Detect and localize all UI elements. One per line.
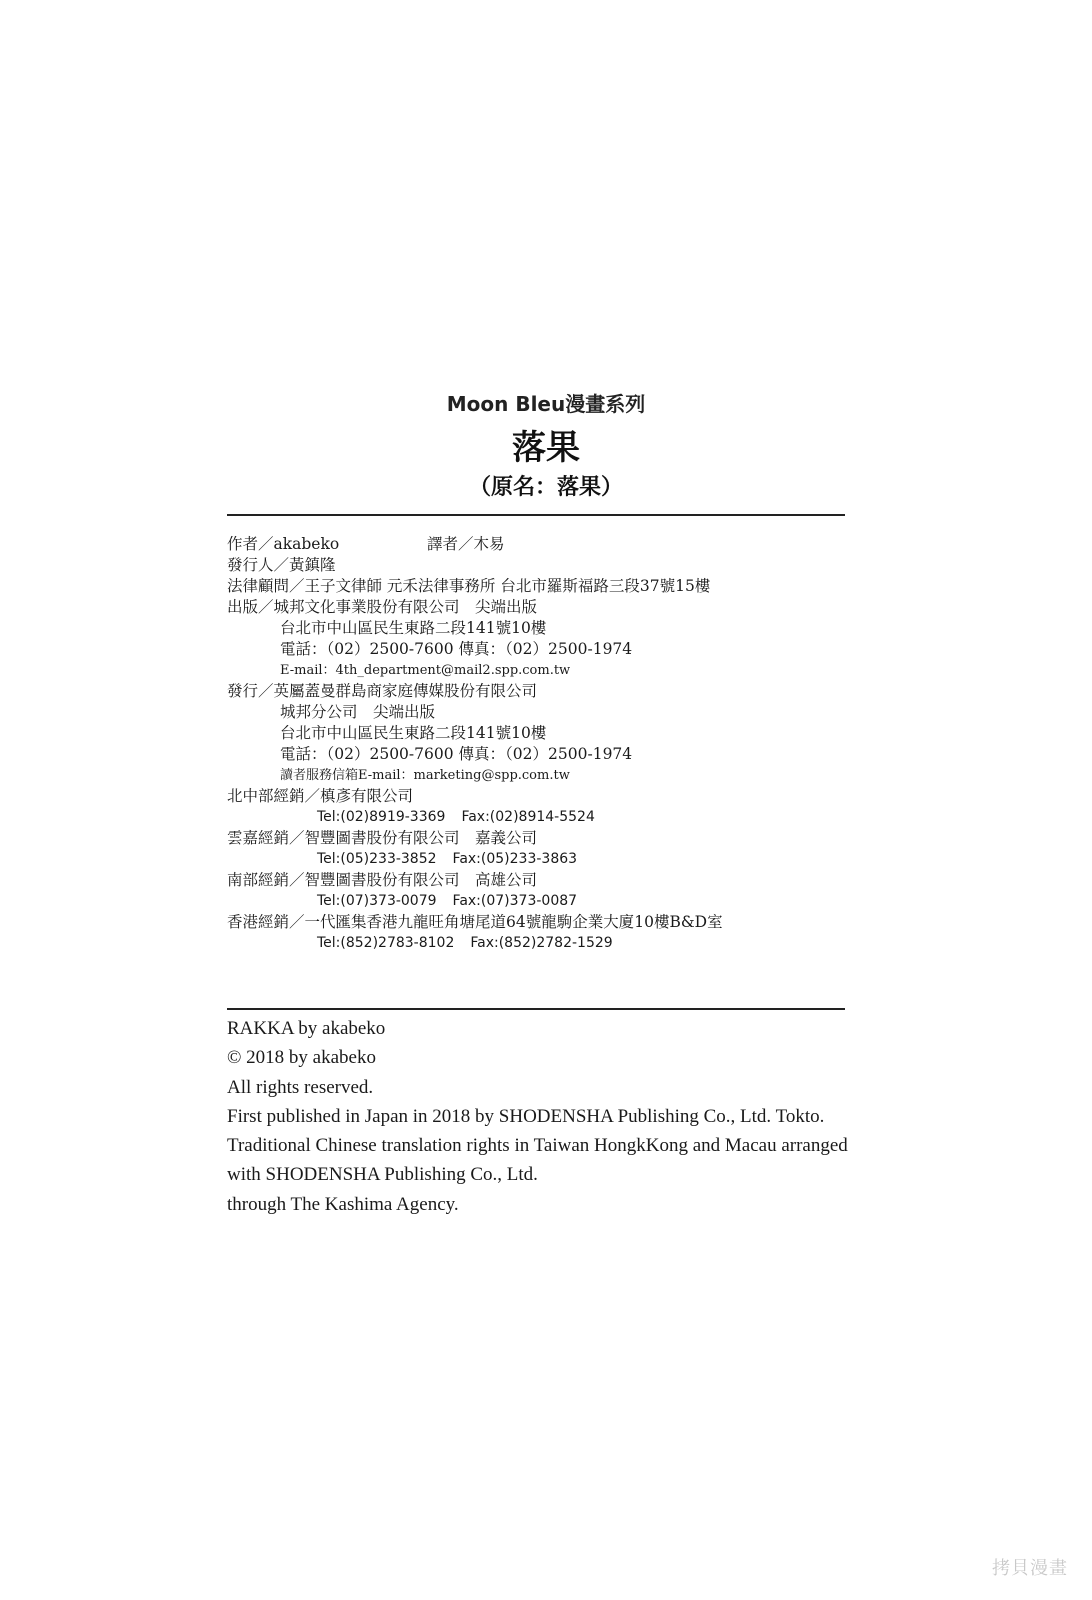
publisher-fax: 傳真：（02）2500-1974 xyxy=(458,640,633,658)
original-title: （原名：落果） xyxy=(468,475,623,500)
top-divider xyxy=(227,514,845,516)
rights-line-reserved: All rights reserved. xyxy=(227,1076,374,1098)
rights-line-with: with SHODENSHA Publishing Co., Ltd. xyxy=(227,1164,538,1186)
south-fax: Fax:(07)373-0087 xyxy=(452,893,578,909)
chiayi-distributor: 雲嘉經銷／智豐圖書股份有限公司 嘉義公司 xyxy=(227,829,538,847)
publisher-phone: 電話：（02）2500-7600 xyxy=(280,640,454,658)
chiayi-fax: Fax:(05)233-3863 xyxy=(452,851,578,867)
rights-line-first-published: First published in Japan in 2018 by SHODENSHA Publishing Co., Ltd. Tokto. xyxy=(227,1105,825,1127)
publisher-email: E-mail：4th_department@mail2.spp.com.tw xyxy=(280,663,571,678)
north-contact xyxy=(227,807,867,828)
author-line: 作者／akabeko xyxy=(227,535,340,553)
publisher-contact xyxy=(227,639,867,660)
distributor-branch: 城邦分公司 尖端出版 xyxy=(280,703,436,721)
legal-line: 法律顧問／王子文律師 元禾法律事務所 台北市羅斯福路三段37號15樓 xyxy=(227,577,711,595)
distributor-line: 發行／英屬蓋曼群島商家庭傳媒股份有限公司 xyxy=(227,682,538,700)
distributor-address: 台北市中山區民生東路二段141號10樓 xyxy=(280,724,547,742)
hk-contact xyxy=(227,933,867,954)
bottom-divider xyxy=(227,1008,845,1010)
north-tel: Tel:(02)8919-3369 xyxy=(317,809,446,825)
rights-block xyxy=(227,1014,887,1219)
rights-line-copyright: © 2018 by akabeko xyxy=(227,1047,376,1069)
watermark: 拷貝漫畫 xyxy=(992,1558,1068,1579)
south-tel: Tel:(07)373-0079 xyxy=(317,893,437,909)
south-contact xyxy=(227,891,867,912)
hk-tel: Tel:(852)2783-8102 xyxy=(317,935,455,951)
distributor-phone: 電話：（02）2500-7600 xyxy=(280,745,454,763)
south-distributor: 南部經銷／智豐圖書股份有限公司 高雄公司 xyxy=(227,871,538,889)
publisher-person-line: 發行人／黃鎮隆 xyxy=(227,556,336,574)
north-fax: Fax:(02)8914-5524 xyxy=(461,809,595,825)
credits-block xyxy=(227,534,867,954)
hk-fax: Fax:(852)2782-1529 xyxy=(470,935,613,951)
publisher-address: 台北市中山區民生東路二段141號10樓 xyxy=(280,619,547,637)
distributor-fax: 傳真：（02）2500-1974 xyxy=(458,745,633,763)
rights-line-translation: Traditional Chinese translation rights in Taiwan HongkKong and Macau arranged xyxy=(227,1135,848,1157)
distributor-email: 讀者服務信箱E-mail：marketing@spp.com.tw xyxy=(280,768,570,783)
chiayi-tel: Tel:(05)233-3852 xyxy=(317,851,437,867)
publisher-line: 出版／城邦文化事業股份有限公司 尖端出版 xyxy=(227,598,538,616)
north-distributor: 北中部經銷／槙彥有限公司 xyxy=(227,787,414,805)
chiayi-contact xyxy=(227,849,867,870)
translator-line: 譯者／木易 xyxy=(427,535,505,553)
credits-row xyxy=(227,534,867,555)
series-name: Moon Bleu漫畫系列 xyxy=(446,392,646,416)
book-title: 落果 xyxy=(512,428,580,468)
distributor-contact xyxy=(227,744,867,765)
rights-line-title: RAKKA by akabeko xyxy=(227,1018,386,1039)
hk-distributor: 香港經銷／一代匯集香港九龍旺角塘尾道64號龍駒企業大廈10樓B&D室 xyxy=(227,913,723,931)
rights-line-agency: through The Kashima Agency. xyxy=(227,1193,459,1215)
